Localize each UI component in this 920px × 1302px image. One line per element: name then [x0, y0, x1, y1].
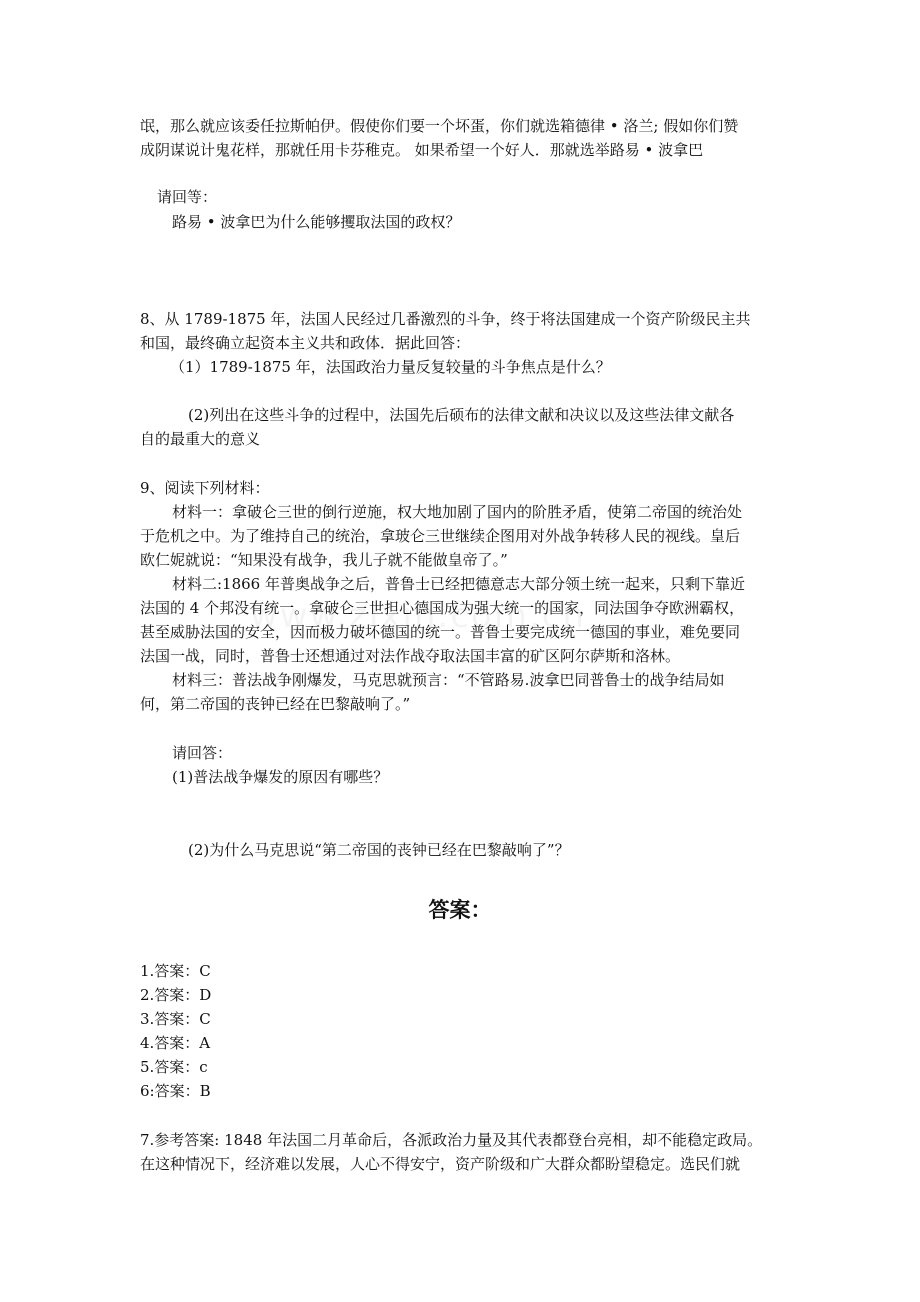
- answer-item-2: 2.答案：D: [140, 986, 212, 1004]
- q9-material-3-line-2: 何，第二帝国的丧钟已经在巴黎敲响了。”: [140, 695, 411, 713]
- answer-7-line-2: 在这种情况下，经济难以发展，人心不得安宁，资产阶级和广大群众都盼望稳定。选民们就: [140, 1155, 741, 1173]
- q8-line-1: 8、从 1789-1875 年，法国人民经过几番激烈的斗争，终于将法国建成一个资产阶级民主共: [140, 310, 751, 328]
- answers-heading: 答案：: [428, 898, 492, 922]
- q9-material-2-line-3: 甚至威胁法国的安全，因而极力破坏德国的统一。普鲁士要完成统一德国的事业，难免要同: [140, 623, 741, 641]
- q9-intro: 9、阅读下列材料：: [140, 479, 270, 497]
- answer-item-3: 3.答案：C: [140, 1010, 211, 1028]
- q9-sub-question-1: (1)普法战争爆发的原因有哪些？: [172, 768, 389, 786]
- q9-material-1-line-1: 材料一：拿破仑三世的倒行逆施，权大地加剧了国内的阶胜矛盾，使第二帝国的统治处: [172, 503, 743, 521]
- q8-sub-question-2-line-2: 自的最重大的意义: [140, 430, 261, 448]
- q9-material-2-line-4: 法国一战，同时，普鲁士还想通过对法作战夺取法国丰富的矿区阿尔萨斯和洛林。: [140, 647, 681, 665]
- q7-tail-line-1: 氓，那么就应该委任拉斯帕伊。假使你们要一个坏蛋，你们就选箱德律 • 洛兰; 假如你们赞: [140, 117, 739, 135]
- q9-material-1-line-2: 于危机之中。为了维持自己的统治，拿玻仑三世继续企图用对外战争转移人民的视线。皇后: [140, 527, 741, 545]
- answer-item-5: 5.答案：c: [140, 1058, 208, 1076]
- q9-material-2-line-2: 法国的 4 个邦没有统一。拿破仑三世担心德国成为强大统一的国家，同法国争夺欧洲霸权，: [140, 599, 745, 617]
- q9-material-1-line-3: 欧仁妮就说：“知果没有战争，我儿子就不能做皇帝了。”: [140, 551, 508, 569]
- q8-sub-question-2-line-1: (2)列出在这些斗争的过程中，法国先后硕布的法律文献和决议以及这些法律文献各: [188, 406, 735, 424]
- q7-tail-line-2: 成阴谋说计鬼花样，那就任用卡芬稚克。 如果希望一个好人．那就选举路易 • 波拿巴: [140, 141, 704, 159]
- answer-7-line-1: 7.参考答案: 1848 年法国二月革命后，各派政治力量及其代表都登台亮相，却不能稳定政局。: [140, 1131, 763, 1149]
- answer-item-4: 4.答案：A: [140, 1034, 211, 1052]
- q8-sub-question-1: （1）1789-1875 年，法国政治力量反复较量的斗争焦点是什么？: [170, 358, 611, 376]
- answer-item-1: 1.答案：C: [140, 962, 211, 980]
- answer-item-6: 6:答案：B: [140, 1082, 211, 1100]
- q7-question: 路易 • 波拿巴为什么能够攫取法国的政权？: [172, 213, 461, 231]
- q9-prompt: 请回答：: [172, 744, 233, 762]
- q9-material-3-line-1: 材料三：普法战争刚爆发，马克思就预言：“不管路易.波拿巴同普鲁士的战争结局如: [172, 671, 725, 689]
- q8-line-2: 和国，最终确立起资本主义共和政体．据此回答：: [140, 334, 471, 352]
- q9-material-2-line-1: 材料二:1866 年普奥战争之后，普鲁士已经把德意志大部分领土统一起来，只剩下靠近: [172, 575, 745, 593]
- q9-sub-question-2: (2)为什么马克思说“第二帝国的丧钟已经在巴黎敲响了”？: [188, 841, 570, 859]
- q7-prompt: 请回等：: [157, 188, 218, 206]
